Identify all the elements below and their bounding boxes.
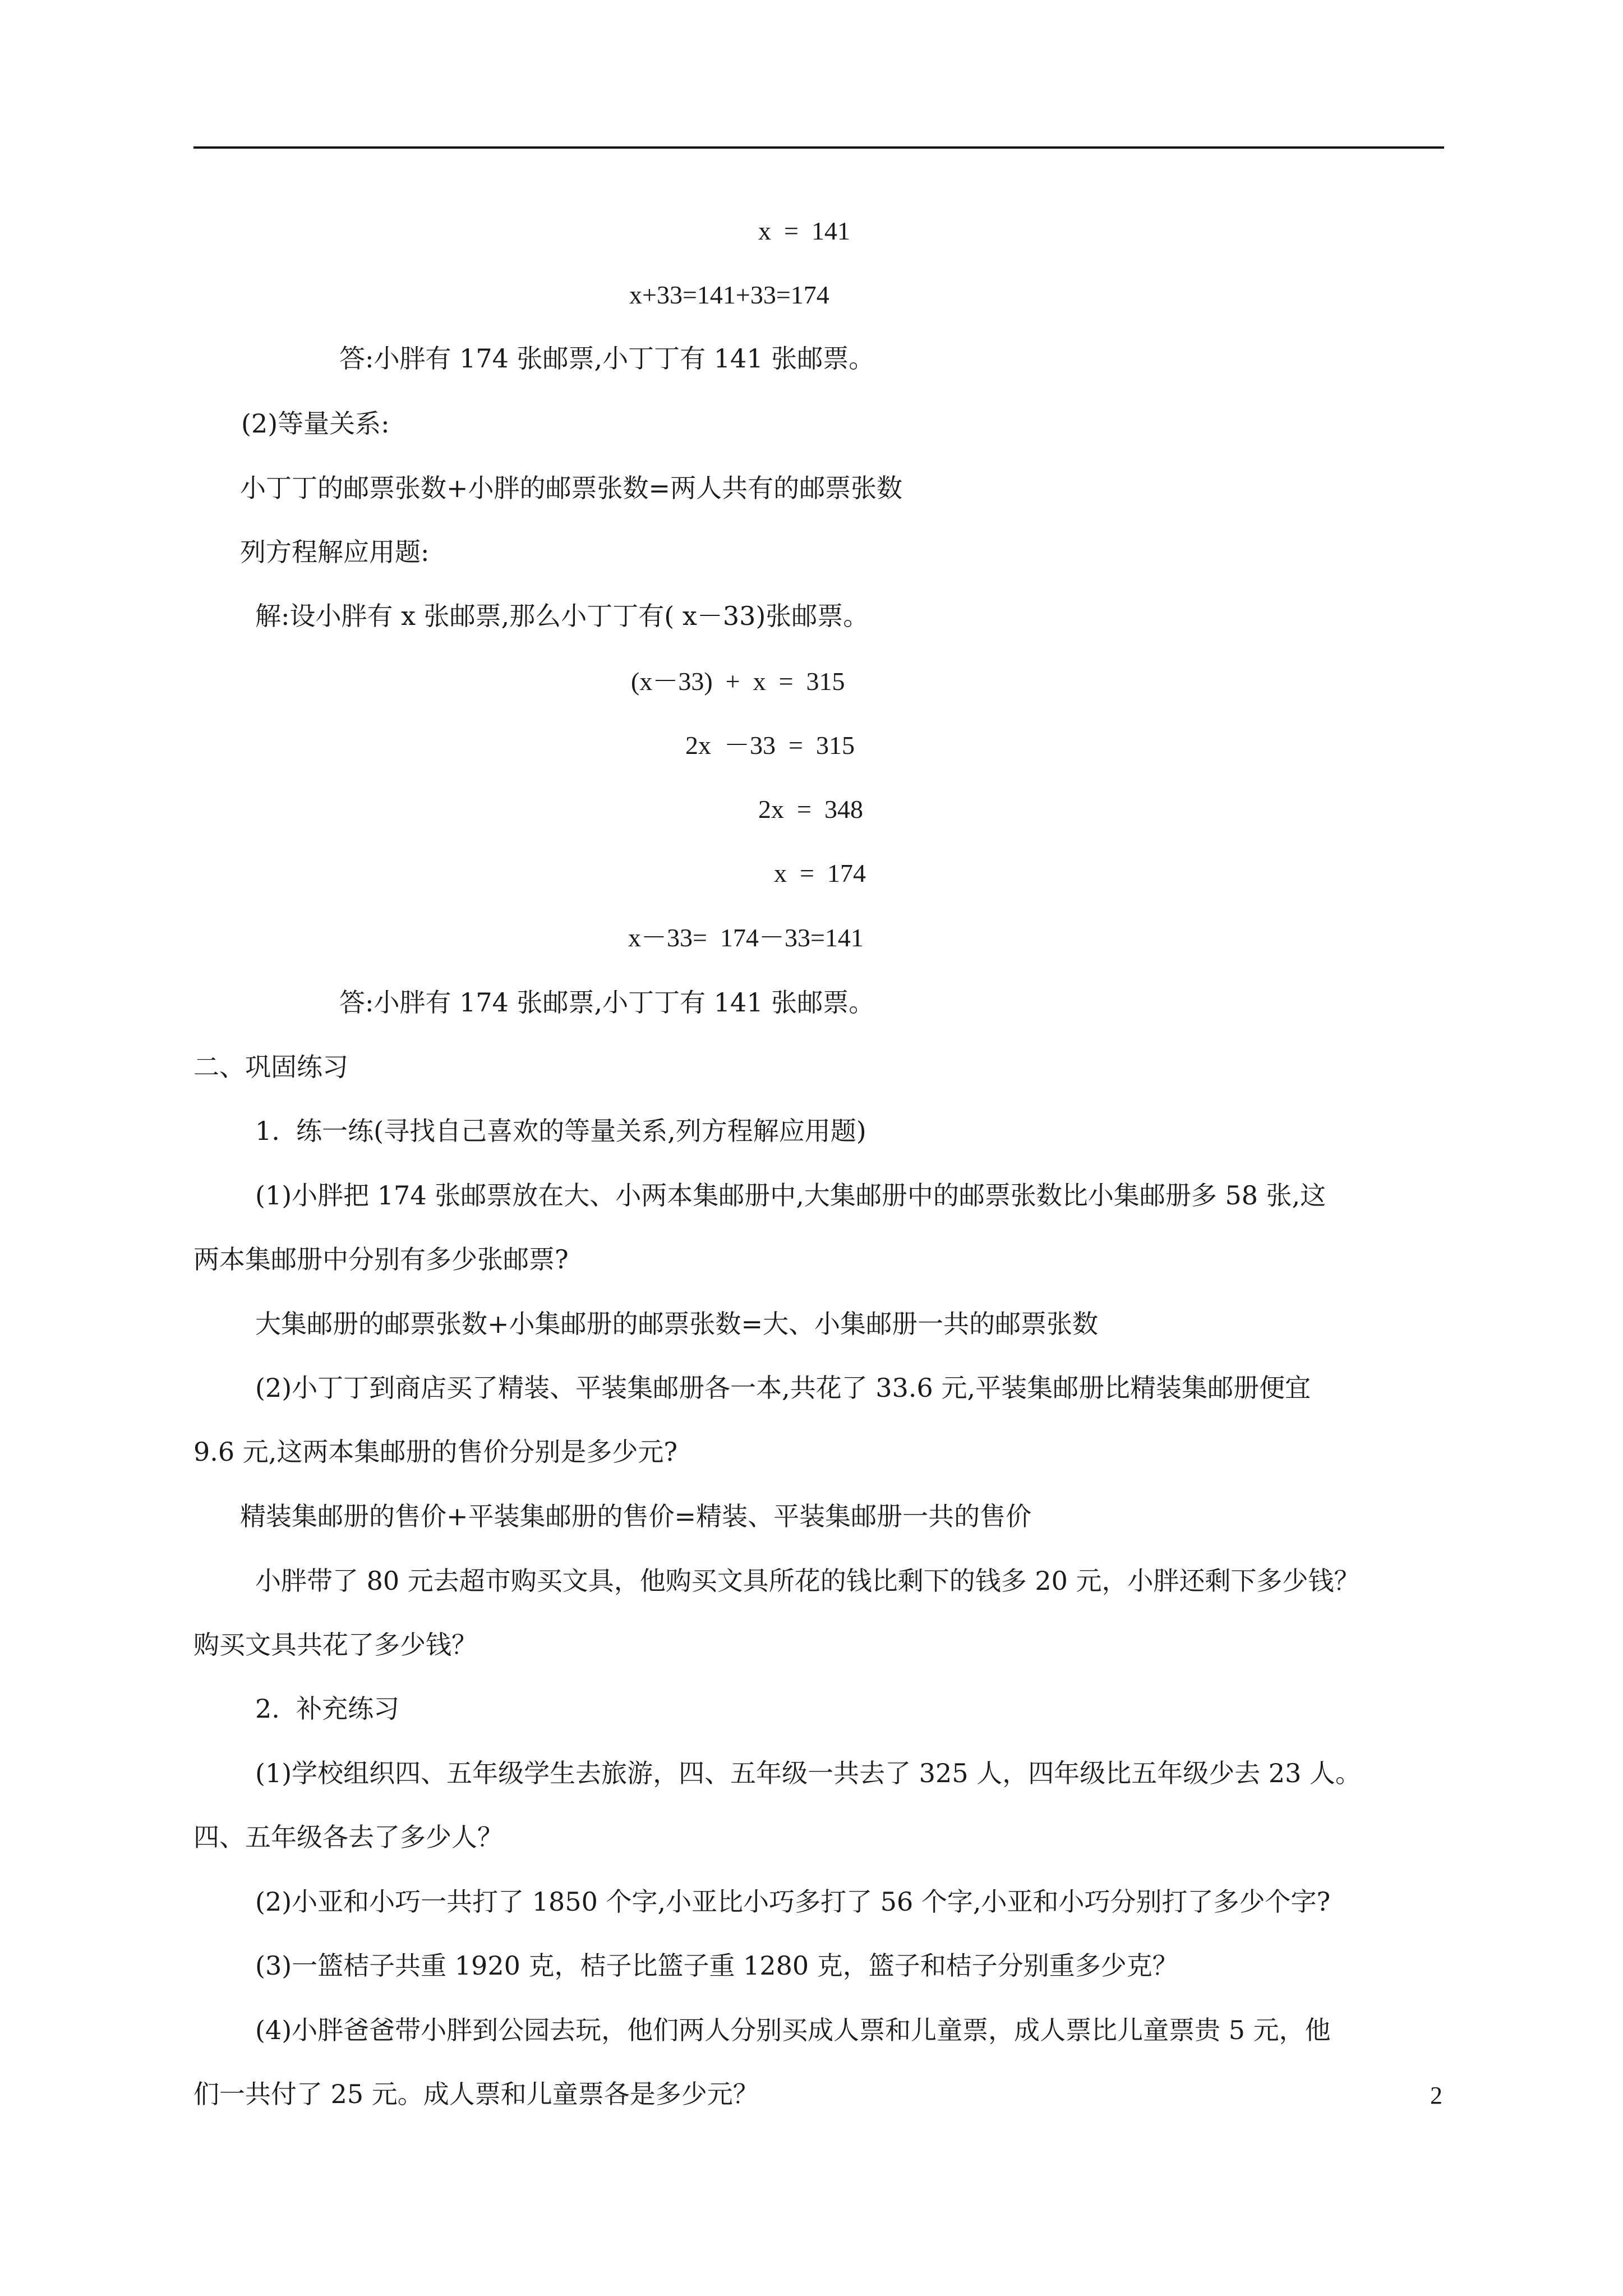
- answer-line: 答:小胖有 174 张邮票,小丁丁有 141 张邮票。: [339, 987, 875, 1018]
- answer-line: 答:小胖有 174 张邮票,小丁丁有 141 张邮票。: [339, 343, 875, 374]
- problem-line: (1)小胖把 174 张邮票放在大、小两本集邮册中,大集邮册中的邮票张数比小集邮册多 58 张,这: [255, 1180, 1326, 1211]
- equation-line: x+33=141+33=174: [629, 280, 829, 309]
- exercise-heading: 2. 补充练习: [255, 1694, 400, 1724]
- problem-line: (2)小丁丁到商店买了精装、平装集邮册各一本,共花了 33.6 元,平装集邮册比精装集邮册便宜: [255, 1373, 1311, 1403]
- section-heading: 二、巩固练习: [193, 1052, 348, 1082]
- problem-line: 9.6 元,这两本集邮册的售价分别是多少元?: [193, 1437, 678, 1467]
- equation-line: x－33= 174－33=141: [628, 923, 864, 952]
- equation-line: x = 141: [758, 217, 850, 245]
- equation-line: (x－33) + x = 315: [631, 667, 845, 696]
- relation-line: 小丁丁的邮票张数+小胖的邮票张数=两人共有的邮票张数: [240, 473, 903, 503]
- subsection-label: (2)等量关系:: [241, 408, 390, 439]
- relation-line: 大集邮册的邮票张数+小集邮册的邮票张数=大、小集邮册一共的邮票张数: [255, 1309, 1099, 1339]
- exercise-heading: 1. 练一练(寻找自己喜欢的等量关系,列方程解应用题): [255, 1116, 866, 1146]
- equation-line: 2x = 348: [758, 795, 863, 823]
- problem-line: 两本集邮册中分别有多少张邮票?: [193, 1244, 569, 1274]
- problem-line: 小胖带了 80 元去超市购买文具，他购买文具所花的钱比剩下的钱多 20 元，小胖还剩下多少钱？: [255, 1566, 1360, 1596]
- problem-line: (1)学校组织四、五年级学生去旅游，四、五年级一共去了 325 人，四年级比五年级少去 23 人。: [255, 1758, 1361, 1788]
- problem-line: 们一共付了 25 元。成人票和儿童票各是多少元？: [193, 2079, 759, 2109]
- problem-line: (4)小胖爸爸带小胖到公园去玩，他们两人分别买成人票和儿童票，成人票比儿童票贵 5 元，他: [255, 2015, 1331, 2045]
- problem-line: 购买文具共花了多少钱？: [193, 1630, 477, 1660]
- equation-line: x = 174: [774, 859, 866, 887]
- equation-line: 2x －33 = 315: [685, 731, 855, 760]
- problem-line: (3)一篮桔子共重 1920 克，桔子比篮子重 1280 克，篮子和桔子分别重多少克？: [255, 1950, 1178, 1981]
- problem-line: (2)小亚和小巧一共打了 1850 个字,小亚比小巧多打了 56 个字,小亚和小巧分别打了多少个字?: [255, 1887, 1331, 1917]
- relation-line: 精装集邮册的售价+平装集邮册的售价=精装、平装集邮册一共的售价: [240, 1501, 1032, 1531]
- problem-line: 四、五年级各去了多少人？: [193, 1822, 503, 1852]
- page-number: 2: [1430, 2082, 1442, 2109]
- solution-line: 解:设小胖有 x 张邮票,那么小丁丁有( x－33)张邮票。: [255, 601, 869, 631]
- text-line: 列方程解应用题:: [240, 537, 430, 567]
- header-rule: [193, 146, 1444, 149]
